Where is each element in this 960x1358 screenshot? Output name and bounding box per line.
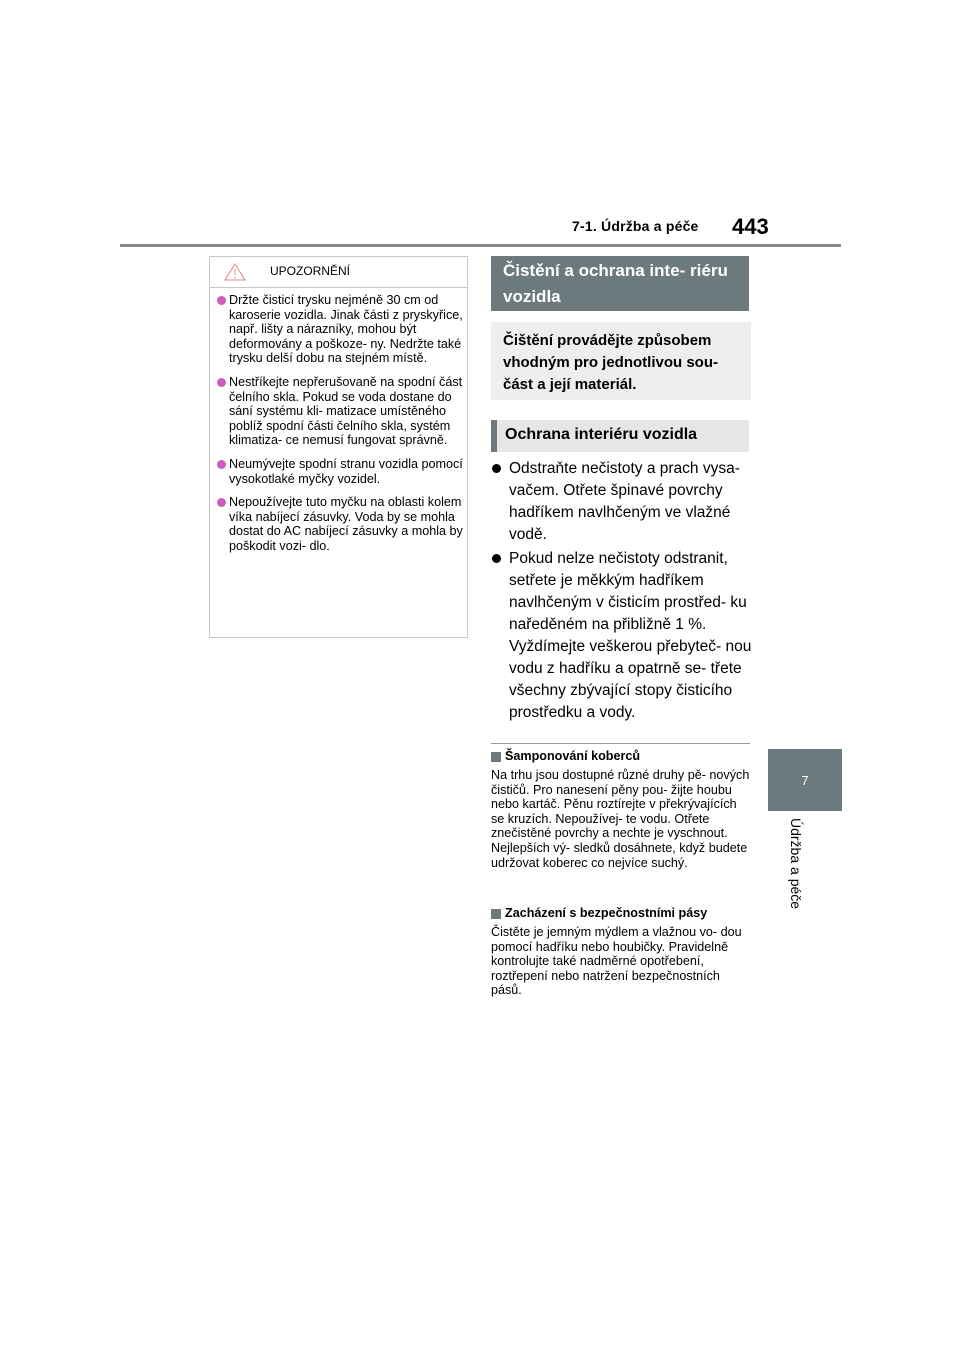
page-number: 443 — [732, 214, 769, 239]
chapter-number: 7 — [801, 772, 809, 788]
chapter-label-text: Údržba a péče — [788, 818, 804, 910]
chapter-tab[interactable] — [768, 749, 842, 811]
note-heading: Šamponování koberců — [491, 749, 753, 764]
section-heading: Čistění a ochrana inte- riéru vozidla — [491, 256, 749, 311]
header-divider — [120, 244, 841, 247]
warning-header — [210, 257, 467, 288]
intro-text: Čištění provádějte způsobem vhodným pro jednotlivou sou- část a její materiál. — [491, 322, 751, 400]
warning-item: Nestříkejte nepřerušovaně na spodní část čelního skla. Pokud se voda dostane do sání systému kli- matizace umístěného poblíž spodní části čelního skla, systém klimatiza- ce nemusí fungovat správně. — [217, 375, 463, 448]
section-title: 7-1. Údržba a péče — [572, 218, 699, 234]
warning-list — [217, 293, 463, 563]
note-body: Na trhu jsou dostupné různé druhy pě- nových čističů. Pro nanesení pěny pou- žijte houbu nebo kartáč. Pěnu roztírejte v překrývajících se kruzích. Nepoužívej- te vodu. Otřete znečistěné povrchy a nechte je vyschnout. Nejlepších vý- sledků dosáhnete, když budete udržovat koberec co nejvíce suchý. — [491, 768, 750, 870]
warning-triangle-icon — [224, 263, 246, 281]
notes-divider — [491, 743, 750, 744]
bullet-item: Odstraňte nečistoty a prach vysa- vačem. Otřete špinavé povrchy hadříkem navlhčeným ve vlažné vodě. — [491, 458, 753, 546]
bullet-list — [491, 458, 753, 726]
chapter-label — [776, 818, 816, 928]
warning-item: Nepoužívejte tuto myčku na oblasti kolem víka nabíjecí zásuvky. Voda by se mohla dostat do AC nabíjecí zásuvky a mohla by poškodit vozi- dlo. — [217, 495, 463, 553]
subsection-heading: Ochrana interiéru vozidla — [491, 420, 749, 452]
warning-title: UPOZORNĚNÍ — [270, 264, 351, 278]
warning-box — [209, 256, 468, 638]
note-heading: Zacházení s bezpečnostními pásy — [491, 906, 753, 921]
warning-item: Neumývejte spodní stranu vozidla pomocí vysokotlaké myčky vozidel. — [217, 457, 463, 486]
warning-item: Držte čisticí trysku nejméně 30 cm od karoserie vozidla. Jinak části z pryskyřice, např. lišty a nárazníky, mohou být deformovány a poškoze- ny. Nedržte také trysku delší dobu na stejném místě. — [217, 293, 463, 366]
bullet-item: Pokud nelze nečistoty odstranit, setřete je měkkým hadříkem navlhčeným v čisticím prostřed- ku naředěném na přibližně 1 %. Vyždímejte veškerou přebyteč- nou vodu z hadříku a opatrně se- třete všechny zbývající stopy čisticího prostředku a vody. — [491, 548, 753, 724]
note-section — [491, 749, 753, 870]
note-body: Čistěte je jemným mýdlem a vlažnou vo- dou pomocí hadříku nebo houbičky. Pravidelně kontrolujte také nadměrné opotřebení, roztřepení nebo natržení bezpečnostních pásů. — [491, 925, 742, 998]
note-section — [491, 906, 753, 998]
